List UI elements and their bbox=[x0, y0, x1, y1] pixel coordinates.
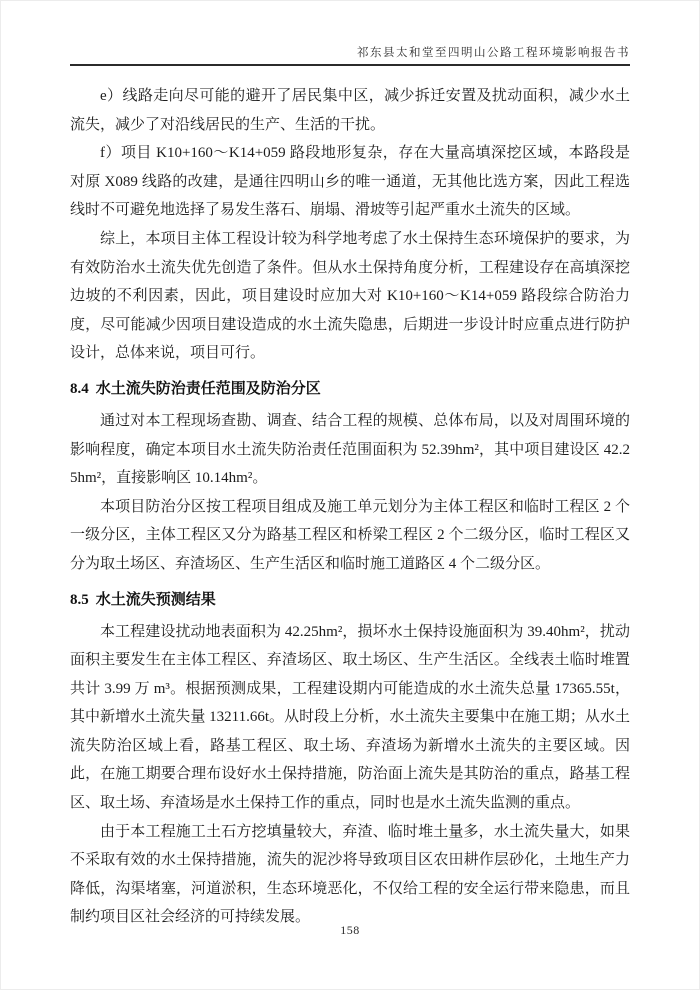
paragraph-erosion-prediction: 本工程建设扰动地表面积为 42.25hm²，损坏水土保持设施面积为 39.40hm²，扰动面积主要发生在主体工程区、弃渣场区、取土场区、生产生活区。全线表土临时堆置共计 3.99 万 m³。根据预测成果，工程建设期内可能造成的水土流失总量 17365.55t，其中新增水土流失量 13211.66t。从时段上分析，水土流失主要集中在施工期；从水土流失防治区域上看，路基工程区、取土场、弃渣场为新增水土流失的主要区域。因此，在施工期要合理布设好水土保持措施，防治面上流失是其防治的重点，路基工程区、取土场、弃渣场是水土保持工作的重点，同时也是水土流失监测的重点。 bbox=[70, 623, 630, 812]
document-body bbox=[70, 82, 630, 932]
section-heading-8-5 bbox=[70, 588, 630, 612]
page-number: 158 bbox=[340, 923, 360, 937]
header-divider bbox=[70, 64, 630, 66]
page-header bbox=[70, 0, 630, 66]
section-heading-8-4 bbox=[70, 377, 630, 401]
section-title: 水土流失预测结果 bbox=[95, 590, 216, 608]
page-footer bbox=[0, 921, 700, 990]
section-number: 8.5 bbox=[70, 591, 89, 608]
paragraph-responsibility-scope: 通过对本工程现场查勘、调查、结合工程的规模、总体布局，以及对周围环境的影响程度，确定本项目水土流失防治责任范围面积为 52.39hm²，其中项目建设区 42.25hm²，直接影响区 10.14hm²。 bbox=[70, 412, 630, 487]
paragraph-route-alignment-e: e）线路走向尽可能的避开了居民集中区，减少拆迁安置及扰动面积，减少水土流失，减少了对沿线居民的生产、生活的干扰。 bbox=[70, 88, 630, 133]
running-header-title: 祁东县太和堂至四明山公路工程环境影响报告书 bbox=[357, 47, 630, 59]
paragraph-erosion-consequences: 由于本工程施工土石方挖填量较大，弃渣、临时堆土量多，水土流失量大，如果不采取有效的水土保持措施，流失的泥沙将导致项目区农田耕作层砂化，土地生产力降低，沟渠堵塞，河道淤积，生态环境恶化，不仅给工程的安全运行带来隐患，而且制约项目区社会经济的可持续发展。 bbox=[70, 823, 630, 926]
paragraph-prevention-zones: 本项目防治分区按工程项目组成及施工单元划分为主体工程区和临时工程区 2 个一级分区，主体工程区又分为路基工程区和桥梁工程区 2 个二级分区，临时工程区又分为取土场区、弃渣场区、生产生活区和临时施工道路区 4 个二级分区。 bbox=[70, 498, 630, 572]
paragraph-route-section-f: f）项目 K10+160～K14+059 路段地形复杂，存在大量高填深挖区域，本路段是对原 X089 线路的改建，是通往四明山乡的唯一通道，无其他比选方案，因此工程选线时不可避免地选择了易发生落石、崩塌、滑坡等引起严重水土流失的区域。 bbox=[70, 145, 630, 219]
section-number: 8.4 bbox=[70, 380, 89, 397]
section-title: 水土流失防治责任范围及防治分区 bbox=[95, 379, 321, 397]
paragraph-summary-conclusion: 综上，本项目主体工程设计较为科学地考虑了水土保持生态环境保护的要求，为有效防治水土流失优先创造了条件。但从水土保持角度分析，工程建设存在高填深挖边坡的不利因素，因此，项目建设时应加大对 K10+160～K14+059 路段综合防治力度，尽可能减少因项目建设造成的水土流失隐患，后期进一步设计时应重点进行防护设计，总体来说，项目可行。 bbox=[70, 230, 630, 362]
